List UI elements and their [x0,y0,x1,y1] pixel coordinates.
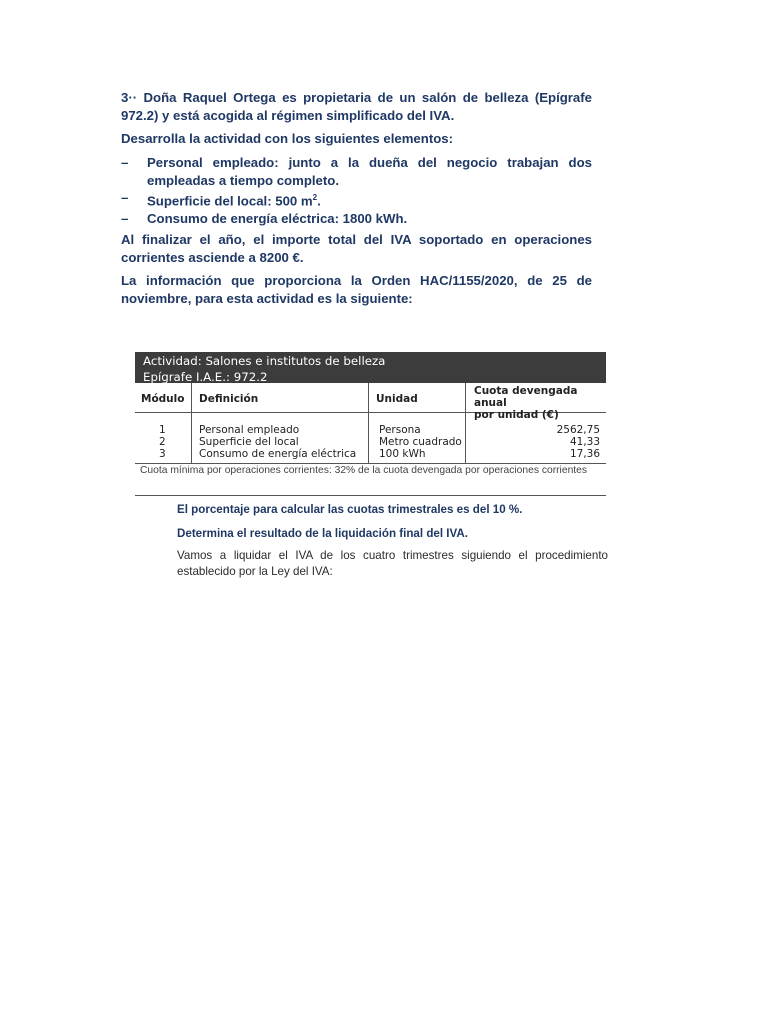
problem-iva-soportado: Al finalizar el año, el importe total del IVA soportado en operaciones corrientes asciende a 8200 €. [121,232,592,265]
header-unidad: Unidad [376,393,418,405]
list-dash: – [121,190,129,205]
header-cuota-line1: Cuota devengada anual [474,385,578,409]
task-statement: Determina el resultado de la liquidación final del IVA. [177,527,468,540]
table-body [135,383,606,496]
row1-definicion: Personal empleado [199,424,300,436]
list-item [121,154,592,189]
row1-cuota: 2562,75 [556,424,600,436]
procedure-intro: Vamos a liquidar el IVA de los cuatro trimestres siguiendo el procedimiento establecido por la Ley del IVA: [177,549,608,578]
list-dash: – [121,210,129,226]
list-item [121,210,592,228]
list-item-text: Consumo de energía eléctrica: 1800 kWh. [147,210,408,226]
row3-cuota: 17,36 [569,448,600,460]
row2-definicion: Superficie del local [199,436,299,448]
list-item-end: . [317,193,321,209]
row3-unidad: 100 kWh [379,448,426,460]
row2-cuota: 41,33 [569,436,600,448]
row3-modulo: 3 [159,448,166,460]
row3-definicion: Consumo de energía eléctrica [199,448,357,460]
problem-elements-heading: Desarrolla la actividad con los siguientes elementos: [121,131,453,146]
list-item [121,189,592,210]
column-divider [368,383,369,463]
row2-unidad: Metro cuadrado [379,436,462,448]
header-modulo: Módulo [141,393,185,405]
row1-unidad: Persona [379,424,421,436]
row2-modulo: 2 [159,436,166,448]
table-title-bar [135,352,606,383]
list-item-text: Superficie del local: 500 m [147,193,313,209]
problem-orden-info: La información que proporciona la Orden HAC/1155/2020, de 25 de noviembre, para esta actividad es la siguiente: [121,273,592,306]
percentage-note: El porcentaje para calcular las cuotas trimestrales es del 10 %. [177,503,523,516]
header-cuota [474,385,606,421]
column-divider [191,383,192,463]
table-divider [135,463,606,464]
list-item-text: Personal empleado: junto a la dueña del negocio trabajan dos empleadas a tiempo completo. [147,155,592,188]
table-title-epigrafe: Epígrafe I.A.E.: 972.2 [143,369,268,384]
header-definicion: Definición [199,393,259,405]
elements-list [121,154,592,227]
table-footnote: Cuota mínima por operaciones corrientes: 32% de la cuota devengada por operaciones corrientes [140,465,588,476]
table-title-activity: Actividad: Salones e institutos de belleza [143,354,386,368]
header-cuota-line2: por unidad (€) [474,409,559,421]
list-dash: – [121,155,129,170]
superscript: 2 [312,193,318,202]
row1-modulo: 1 [159,424,166,436]
column-divider [465,383,466,463]
problem-intro: 3·· Doña Raquel Ortega es propietaria de un salón de belleza (Epígrafe 972.2) y está acogida al régimen simplificado del IVA. [121,90,592,123]
